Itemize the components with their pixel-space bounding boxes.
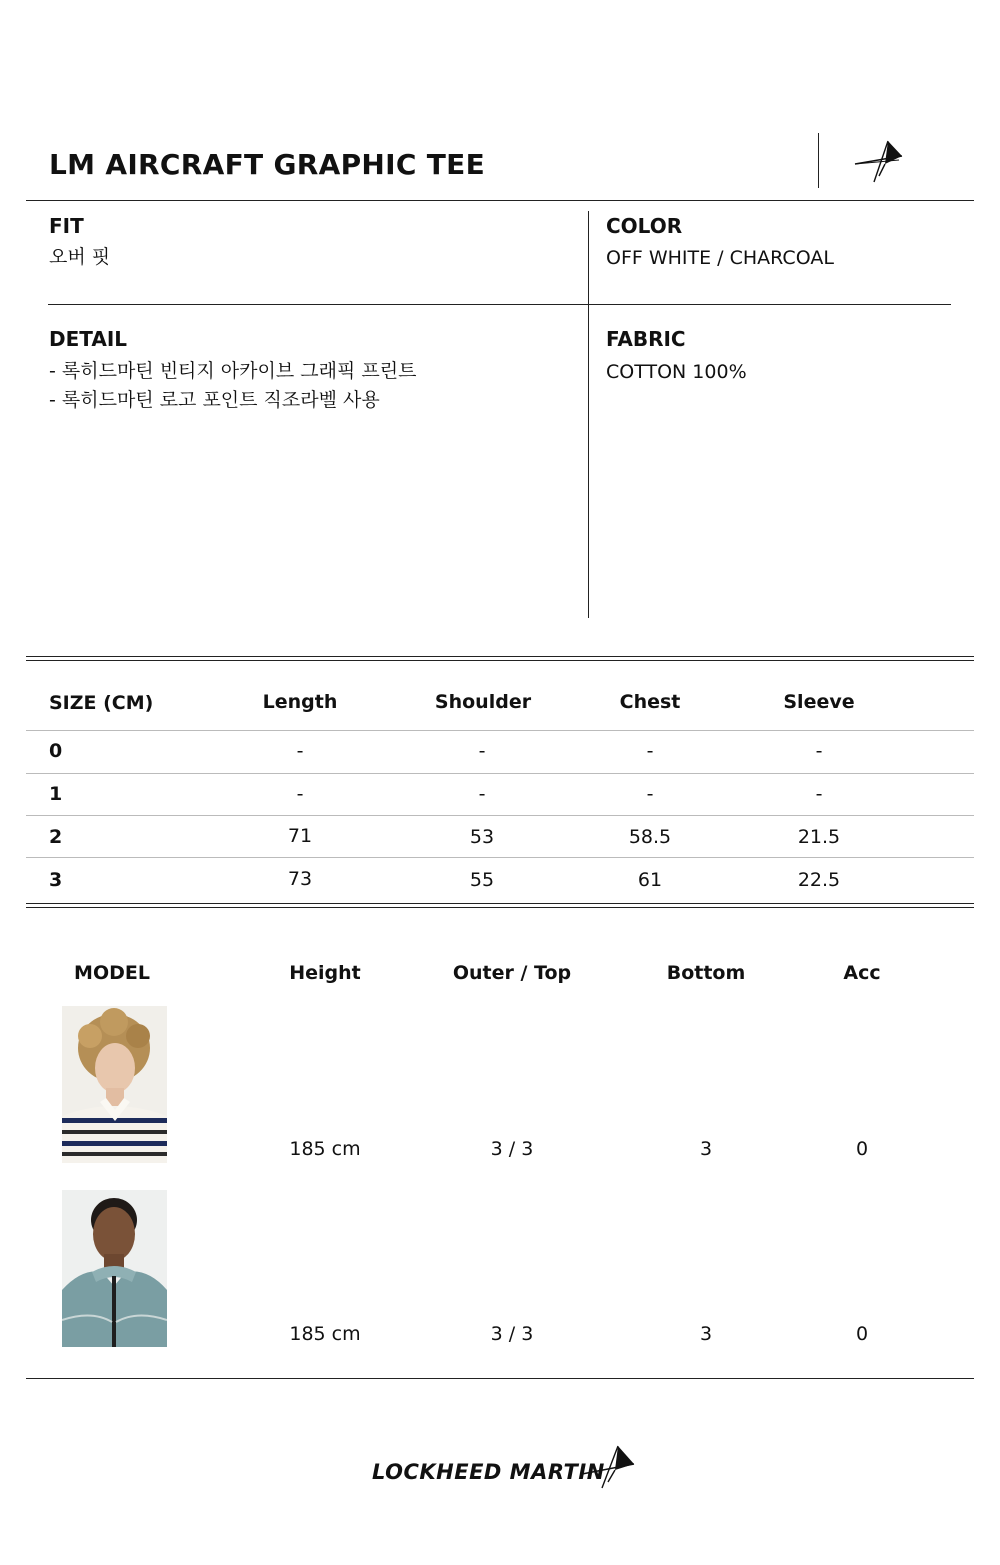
model-header-acc: Acc [843,962,881,984]
model-outer-top: 3 / 3 [490,1323,534,1345]
product-title: LM AIRCRAFT GRAPHIC TEE [49,148,485,181]
size-header-size: SIZE (CM) [49,692,154,714]
size-table-bottom-rule [26,903,974,904]
size-cell: 61 [637,869,663,891]
size-cell: 53 [469,826,495,848]
size-cell: - [296,783,304,805]
model-height: 185 cm [289,1138,361,1160]
color-value: OFF WHITE / CHARCOAL [606,247,834,269]
lockheed-star-icon [852,138,907,186]
model-bottom: 3 [699,1138,713,1160]
size-row-divider [26,773,974,774]
model-acc: 0 [855,1138,869,1160]
size-cell: 3 [49,869,63,891]
size-cell: 21.5 [797,826,841,848]
lockheed-star-icon [582,1444,637,1490]
header-rule [26,200,974,201]
info-column-divider [588,211,589,618]
size-cell: 58.5 [628,826,672,848]
model-bottom: 3 [699,1323,713,1345]
size-row-divider [26,857,974,858]
model-height: 185 cm [289,1323,361,1345]
size-cell: 71 [287,825,313,847]
size-cell: - [478,783,486,805]
size-cell: 2 [49,826,63,848]
fit-label: FIT [49,214,84,238]
size-cell: - [296,740,304,762]
size-cell: 73 [287,868,313,890]
size-cell: - [815,740,823,762]
size-header-sleeve: Sleeve [783,691,855,713]
model-acc: 0 [855,1323,869,1345]
size-cell: - [646,740,654,762]
brand-logo-text: LOCKHEED MARTIN [372,1460,605,1484]
model-outer-top: 3 / 3 [490,1138,534,1160]
model-header-model: MODEL [74,962,150,984]
info-row-divider [48,304,951,305]
brand-logo [372,1444,642,1490]
detail-label: DETAIL [49,327,128,351]
size-cell: 0 [49,740,63,762]
size-cell: 22.5 [797,869,841,891]
model-header-height: Height [289,962,361,984]
model-header-outer-top: Outer / Top [452,962,572,984]
detail-line: - 록히드마틴 로고 포인트 직조라벨 사용 [49,389,380,411]
header-divider [818,133,819,188]
size-cell: - [478,740,486,762]
size-header-chest: Chest [619,691,681,713]
model-table-bottom-rule [26,1378,974,1379]
size-header-shoulder: Shoulder [434,691,532,713]
detail-line: - 록히드마틴 빈티지 아카이브 그래픽 프린트 [49,360,417,382]
fit-value: 오버 핏 [49,246,111,268]
model-photo [62,1190,167,1347]
model-header-bottom: Bottom [666,962,746,984]
fabric-label: FABRIC [606,327,686,351]
model-photo [62,1006,167,1163]
fabric-value: COTTON 100% [606,361,747,383]
size-table-top-rule [26,660,974,661]
size-cell: - [815,783,823,805]
size-row-divider [26,815,974,816]
size-cell: 55 [469,869,495,891]
size-table-top-rule [26,656,974,657]
color-label: COLOR [606,214,683,238]
size-header-length: Length [262,691,338,713]
size-cell: 1 [49,783,63,805]
size-table-bottom-rule [26,907,974,908]
size-cell: - [646,783,654,805]
size-row-divider [26,730,974,731]
